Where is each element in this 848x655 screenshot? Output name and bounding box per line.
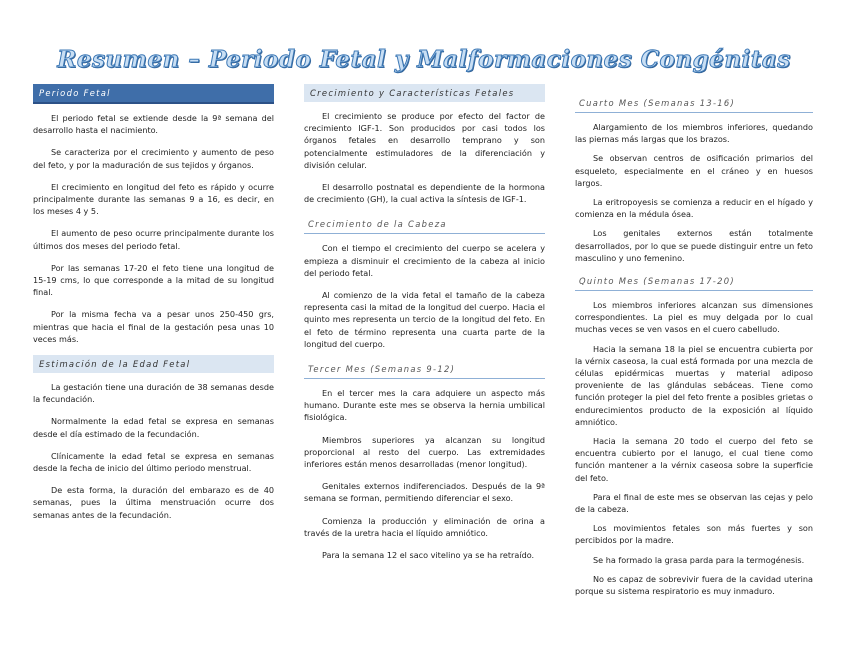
column-1: [33, 84, 274, 531]
paragraph: Para la semana 12 el saco vitelino ya se ha retraído.: [322, 550, 535, 561]
column-2: [304, 84, 545, 571]
section-header-tercer-mes: Tercer Mes (Semanas 9-12): [304, 360, 545, 379]
paragraph: Al comienzo de la vida fetal el tamaño de la cabeza representa casi la mitad de la longitud del cuerpo. Hacia el quinto mes representa un tercio de la longitud del feto. En el feto de término representa una cuarta parte de la longitud del cuerpo.: [304, 290, 545, 349]
page-title: Resumen – Periodo Fetal y Malformaciones Congénitas: [57, 46, 791, 73]
paragraph: En el tercer mes la cara adquiere un aspecto más humano. Durante este mes se observa la hernia umbilical fisiológica.: [304, 388, 545, 423]
section-header-crecimiento: Crecimiento y Características Fetales: [304, 84, 545, 102]
paragraph: Por la misma fecha va a pesar unos 250-450 grs, mientras que hacia el final de la gestación pesa unas 10 veces más.: [33, 309, 274, 344]
paragraph: No es capaz de sobrevivir fuera de la cavidad uterina porque su sistema respiratorio es muy inmaduro.: [575, 573, 813, 597]
paragraph: La eritropoyesis se comienza a reducir en el hígado y comienza en la médula ósea.: [575, 197, 813, 220]
paragraph: Para el final de este mes se observan las cejas y pelo de la cabeza.: [575, 491, 813, 515]
paragraph: El crecimiento en longitud del feto es rápido y ocurre principalmente durante las semanas 9 a 16, es decir, en los meses 4 y 5.: [33, 181, 274, 217]
paragraph: Los genitales externos están totalmente desarrollados, por lo que se puede distinguir entre un feto masculino y uno femenino.: [575, 228, 813, 263]
paragraph: El aumento de peso ocurre principalmente durante los últimos dos meses del periodo fetal.: [33, 228, 274, 251]
paragraph: Los movimientos fetales son más fuertes y son percibidos por la madre.: [575, 523, 813, 546]
column-3: [575, 94, 813, 604]
paragraph: Normalmente la edad fetal se expresa en semanas desde el día estimado de la fecundación.: [33, 416, 274, 439]
paragraph: El periodo fetal se extiende desde la 9ª semana del desarrollo hasta el nacimiento.: [33, 113, 274, 136]
paragraph: La gestación tiene una duración de 38 semanas desde la fecundación.: [33, 382, 274, 405]
section-header-cuarto-mes: Cuarto Mes (Semanas 13-16): [575, 94, 813, 113]
paragraph: Con el tiempo el crecimiento del cuerpo se acelera y empieza a disminuir el crecimiento de la cabeza al inicio del periodo fetal.: [304, 243, 545, 278]
section-header-estimacion: Estimación de la Edad Fetal: [33, 355, 274, 373]
section-header-cabeza: Crecimiento de la Cabeza: [304, 215, 545, 234]
paragraph: Hacia la semana 20 todo el cuerpo del feto se encuentra cubierto por el lanugo, el cual tiene como función mantener a la vérnix caseosa sobre la superficie del feto.: [575, 436, 813, 483]
paragraph: Se caracteriza por el crecimiento y aumento de peso del feto, y por la maduración de sus tejidos y órganos.: [33, 147, 274, 170]
paragraph: Se observan centros de osificación primarios del esqueleto, especialmente en el cráneo y en huesos largos.: [575, 153, 813, 188]
paragraph: El crecimiento se produce por efecto del factor de crecimiento IGF-1. Son producidos por casi todos los órganos fetales en desarrollo temprano y son potencialmente estimuladores de la diferenciación y división celular.: [304, 111, 545, 170]
paragraph: De esta forma, la duración del embarazo es de 40 semanas, pues la última menstruación ocurre dos semanas antes de la fecundación.: [33, 485, 274, 520]
paragraph: Por las semanas 17-20 el feto tiene una longitud de 15-19 cms, lo que corresponde a la mitad de su longitud final.: [33, 262, 274, 298]
paragraph: Los miembros inferiores alcanzan sus dimensiones correspondientes. La piel es muy delgada por lo cual muchas veces se ven vasos en el cuero cabelludo.: [575, 300, 813, 335]
section-header-quinto-mes: Quinto Mes (Semanas 17-20): [575, 272, 813, 291]
paragraph: El desarrollo postnatal es dependiente de la hormona de crecimiento (GH), la cual activa la síntesis de IGF-1.: [304, 182, 545, 205]
paragraph: Genitales externos indiferenciados. Después de la 9ª semana se forman, permitiendo diferenciar el sexo.: [304, 481, 545, 504]
paragraph: Se ha formado la grasa parda para la termogénesis.: [593, 554, 805, 565]
section-header-periodo-fetal: Periodo Fetal: [33, 84, 274, 104]
paragraph: Miembros superiores ya alcanzan su longitud proporcional al resto del cuerpo. Las extremidades inferiores están menos desarrolladas (menor longitud).: [304, 434, 545, 470]
paragraph: Hacia la semana 18 la piel se encuentra cubierta por la vérnix caseosa, la cual está formada por una mezcla de células epidérmicas muertas y material adiposo proveniente de las glándulas sebáceas. Tiene como función proteger la piel del feto frente a posibles grietas o endurecimientos producto de la exposición al líquido amniótico.: [575, 343, 813, 427]
paragraph: Comienza la producción y eliminación de orina a través de la uretra hacia el líquido amniótico.: [304, 515, 545, 538]
paragraph: Clínicamente la edad fetal se expresa en semanas desde la fecha de inicio del último periodo menstrual.: [33, 450, 274, 474]
paragraph: Alargamiento de los miembros inferiores, quedando las piernas más largas que los brazos.: [575, 122, 813, 145]
